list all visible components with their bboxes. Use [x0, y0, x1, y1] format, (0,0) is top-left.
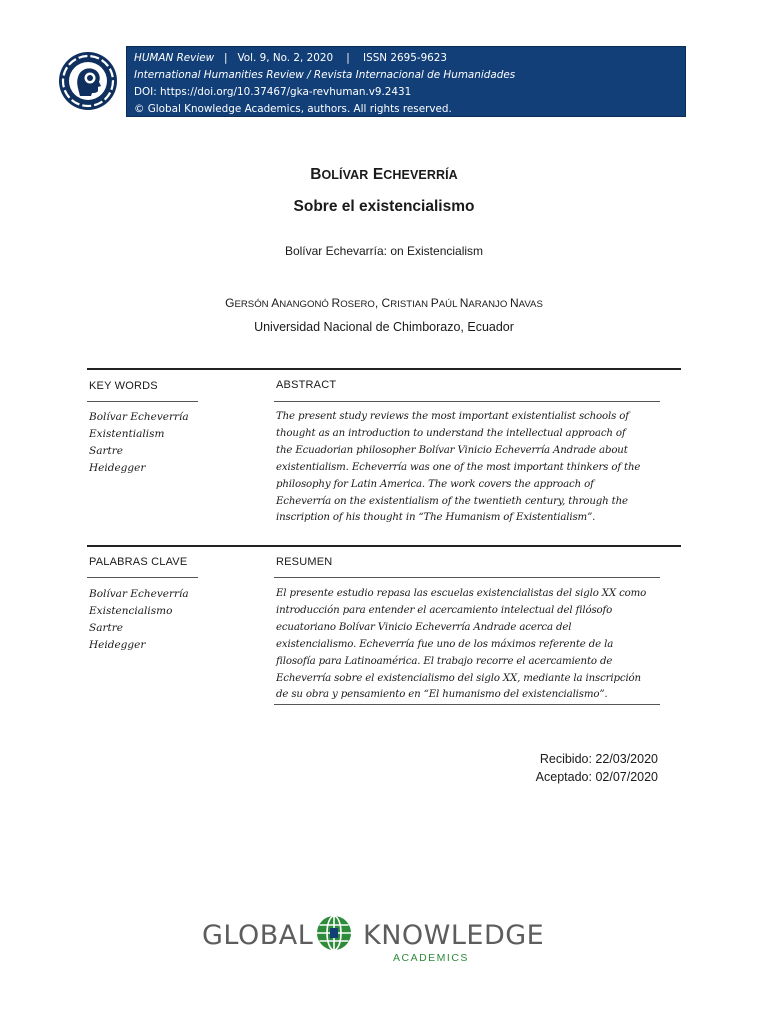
- brand-sub: ACADEMICS: [393, 952, 469, 964]
- abstract-text: The present study reviews the most important existentialist schools of thought as an introduction to understand the intellectual approach of the Ecuadorian philosopher Bolívar Vinicio Echeverría Andrade about existentialism. Echeverría was one of the most important thinkers of the philosophy for Latin America. The work covers the approach of Echeverría on the existentialism of the twentieth century, through the inscription of his thought in “The Humanism of Existentialism”.: [276, 411, 641, 524]
- journal-logo-icon: [56, 50, 120, 112]
- separator: |: [346, 52, 350, 64]
- journal-subtitle: International Humanities Review / Revista Internacional de Humanidades: [134, 69, 516, 81]
- authors: GERSÓN ANANGONÓ ROSERO, CRISTIAN PAÚL NARANJO NAVAS: [225, 296, 543, 310]
- resumen-text: El presente estudio repasa las escuelas existencialistas del siglo XX como introducción para entender el acercamiento intelectual del filósofo ecuatoriano Bolívar Vinicio Echeverría Andrade acerca del existencialismo. Echeverría fue uno de los máximos referente de la filosofía para Latinoamérica. El trabajo recorre el acercamiento de Echeverría sobre el existencialismo del siglo XX, mediante la inscripción de su obra y pensamiento en “El humanismo del existencialismo”.: [276, 588, 647, 701]
- palabras-clave-heading: PALABRAS CLAVE: [89, 556, 188, 568]
- section-divider: [87, 368, 681, 370]
- section-divider: [87, 545, 681, 547]
- keyword-item: Sartre: [89, 622, 123, 634]
- keywords-heading: KEY WORDS: [89, 380, 158, 392]
- keyword-item: Sartre: [89, 445, 123, 457]
- separator: |: [224, 52, 228, 64]
- keyword-item: Heidegger: [89, 462, 146, 474]
- affiliation: Universidad Nacional de Chimborazo, Ecuador: [254, 320, 514, 334]
- keyword-item: Bolívar Echeverría: [89, 588, 189, 600]
- doi-link[interactable]: DOI: https://doi.org/10.37467/gka-revhuman.v9.2431: [134, 86, 412, 98]
- issn: ISSN 2695-9623: [363, 52, 448, 64]
- keywords-underline: [87, 401, 198, 402]
- palabras-clave-list: [89, 586, 189, 654]
- keyword-item: Heidegger: [89, 639, 146, 651]
- resumen-underline: [274, 577, 660, 578]
- english-title: Bolívar Echevarría: on Existencialism: [284, 244, 484, 258]
- article-subtitle: Sobre el existencialismo: [293, 198, 475, 215]
- resumen-heading: RESUMEN: [276, 556, 333, 568]
- copyright-notice: © Global Knowledge Academics, authors. All rights reserved.: [134, 103, 452, 115]
- article-title: BOLÍVAR ECHEVERRÍA: [310, 166, 458, 183]
- journal-name: HUMAN Review: [134, 52, 215, 64]
- journal-info-line: [134, 50, 685, 67]
- abstract-heading: ABSTRACT: [276, 379, 337, 391]
- keyword-item: Bolívar Echeverría: [89, 411, 189, 423]
- keyword-item: Existencialismo: [89, 605, 173, 617]
- keywords-underline: [87, 577, 198, 578]
- keywords-list: [89, 409, 189, 477]
- resumen-bottom-rule: [274, 704, 660, 705]
- journal-banner: [126, 46, 686, 117]
- brand-left: GLOBAL: [202, 920, 314, 951]
- accepted-date: Aceptado: 02/07/2020: [535, 770, 658, 784]
- volume-issue: Vol. 9, No. 2, 2020: [237, 52, 334, 64]
- publisher-logo: [200, 908, 560, 968]
- received-date: Recibido: 22/03/2020: [539, 752, 658, 766]
- abstract-underline: [274, 401, 660, 402]
- globe-icon: [315, 914, 353, 952]
- brand-right: KNOWLEDGE: [363, 920, 545, 951]
- keyword-item: Existentialism: [89, 428, 165, 440]
